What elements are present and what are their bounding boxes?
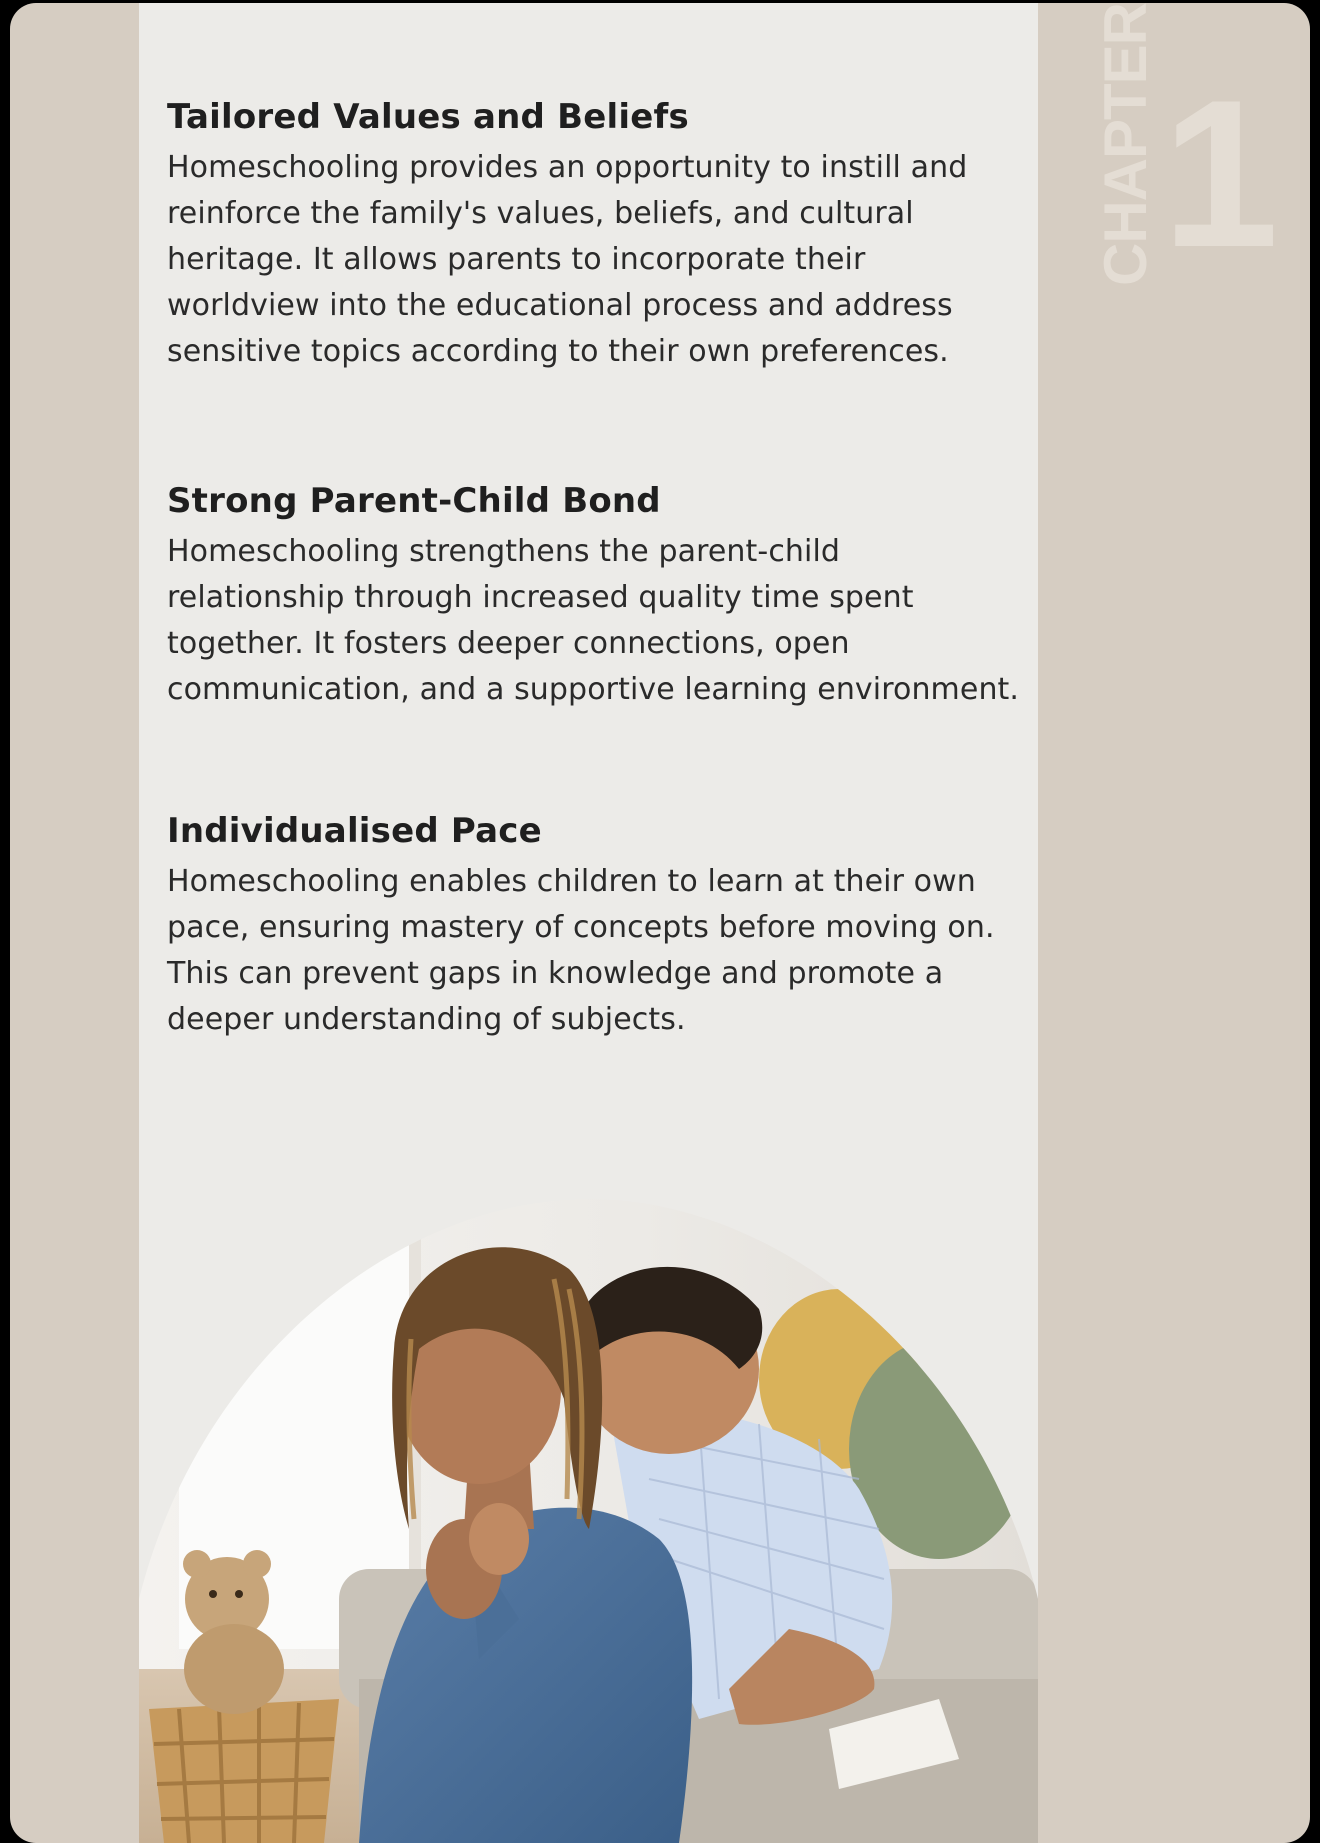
page (10, 3, 1310, 1843)
content-panel (139, 3, 1038, 1843)
section-body (167, 859, 1027, 1043)
section-heading: Individualised Pace (167, 811, 542, 851)
body-line: worldview into the educational process and address (167, 288, 953, 323)
chapter-marker (1080, 3, 1279, 291)
body-line: deeper understanding of subjects. (167, 1002, 686, 1037)
section-body (167, 145, 1027, 375)
section-individualised-pace (167, 809, 1027, 1043)
chapter-number: 1 (1162, 56, 1279, 291)
body-line: Homeschooling provides an opportunity to instill and (167, 150, 968, 185)
mother-and-son-photo (139, 1199, 1038, 1843)
section-heading: Strong Parent-Child Bond (167, 481, 661, 521)
body-line: Homeschooling strengthens the parent-child (167, 534, 841, 569)
body-line: Homeschooling enables children to learn at their own (167, 864, 976, 899)
body-line: sensitive topics according to their own preferences. (167, 334, 949, 369)
section-parent-child-bond (167, 479, 1027, 713)
section-tailored-values (167, 95, 1027, 375)
body-line: reinforce the family's values, beliefs, and cultural (167, 196, 914, 231)
chapter-label: CHAPTER (1092, 3, 1159, 286)
section-body (167, 529, 1027, 713)
body-line: heritage. It allows parents to incorporate their (167, 242, 866, 277)
body-line: This can prevent gaps in knowledge and promote a (167, 956, 944, 991)
body-line: communication, and a supportive learning environment. (167, 672, 1020, 707)
body-line: relationship through increased quality time spent (167, 580, 914, 615)
section-heading: Tailored Values and Beliefs (167, 97, 689, 137)
body-line: together. It fosters deeper connections, open (167, 626, 850, 661)
body-line: pace, ensuring mastery of concepts before moving on. (167, 910, 995, 945)
